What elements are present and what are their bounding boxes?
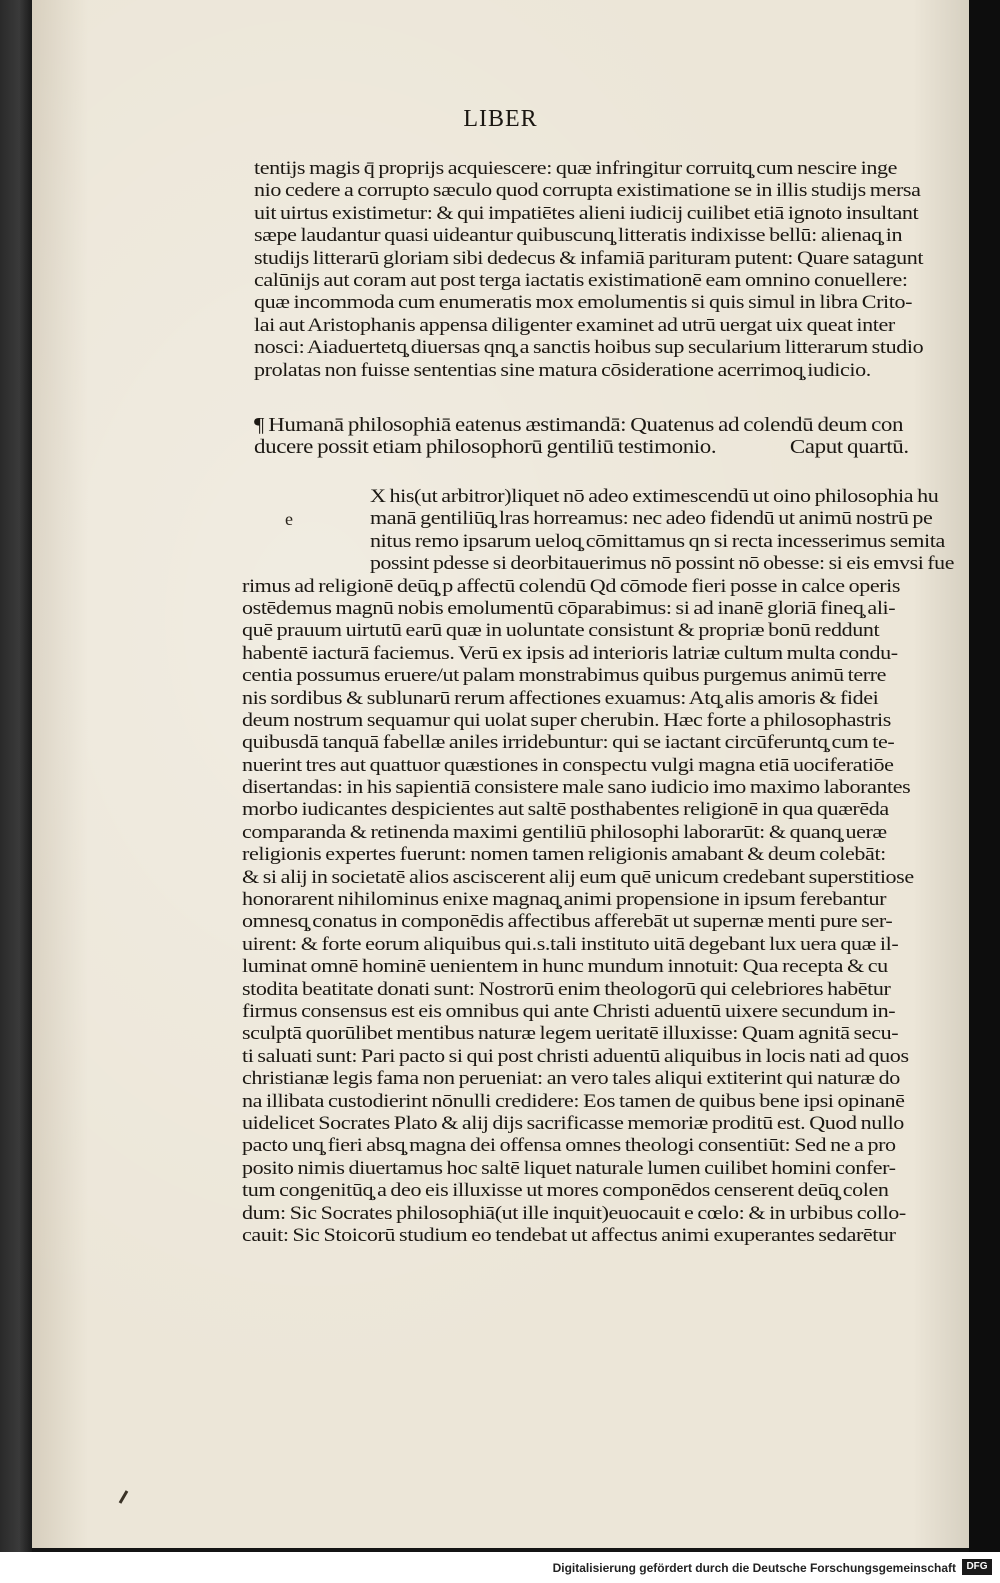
paragraph-2 bbox=[242, 486, 954, 1247]
text-line: morbo iudicantes despicientes aut saltē posthabentes religionē in qua quærēda bbox=[242, 799, 889, 821]
text-line: calūnijs aut coram aut post terga iactatis existimationē eam omnino conuellere: bbox=[254, 269, 908, 291]
text-line: manā gentiliūq̧ lras horreamus: nec adeo fidendū ut animū nostrū pe bbox=[370, 508, 933, 530]
text-line: ostēdemus magnū nobis emolumentū cōparabimus: si ad inanē gloriā fineq̧ ali- bbox=[242, 597, 896, 619]
text-line: possint pdesse si deorbitauerimus nō possint nō obesse: si eis emvsi fue bbox=[370, 553, 954, 575]
chapter-heading bbox=[254, 414, 909, 459]
scan-right-border bbox=[969, 0, 1000, 1552]
text-line: deum nostrum sequamur qui uolat super cherubin. Hæc forte a philosophastris bbox=[242, 709, 891, 731]
text-line: posito nimis diuertamus hoc saltē liquet naturale lumen cuilibet homini confer- bbox=[242, 1157, 896, 1179]
text-line: tum congenitūq̧ a deo eis illuxisse ut mores componēdos censerent deūq̧ colen bbox=[242, 1180, 889, 1202]
text-line: lai aut Aristophanis appensa diligenter examinet ad utrū uergat uix queat inter bbox=[254, 314, 895, 336]
text-line: uidelicet Socrates Plato & alij dijs sacrificasse memoriæ proditū est. Quod nullo bbox=[242, 1112, 904, 1134]
text-line: quē prauum uirtutū earū quæ in uoluntate consistunt & propriæ bonū reddunt bbox=[242, 620, 880, 642]
text-line: uirent: & forte eorum aliquibus qui.s.tali instituto uitā degebant lux uera quæ il- bbox=[242, 933, 899, 955]
text-line: quæ incommoda cum enumeratis mox emolumentis si quis simul in libra Crito- bbox=[254, 292, 913, 314]
text-line: comparanda & retinenda maximi gentiliū philosophi laborarūt: & quanq̧ ueræ bbox=[242, 821, 887, 843]
text-line: omnesq̧ conatus in componēdis affectibus afferebāt ut supernæ menti pure ser- bbox=[242, 911, 893, 933]
text-line: tentijs magis q̄ proprijs acquiescere: quæ infringitur corruitq̧ cum nescire inge bbox=[254, 158, 898, 179]
text-line: cauit: Sic Stoicorū studium eo tendebat ut affectus animi exuperantes sedarētur bbox=[242, 1224, 896, 1246]
text-line: religionis expertes fuerunt: nomen tamen religionis amabant & deum colebāt: bbox=[242, 844, 886, 866]
chapter-number: Caput quartū. bbox=[789, 436, 909, 459]
book-gutter-edge bbox=[0, 0, 32, 1552]
text-line: nuerint tres aut quattuor quæstiones in conspectu vulgi magna etiā uociferatiōe bbox=[242, 754, 894, 776]
digitization-credit: Digitalisierung gefördert durch die Deutsche Forschungsgemeinschaft bbox=[552, 1561, 956, 1575]
text-line: dum: Sic Socrates philosophiā(ut ille inquit)euocauit e cœlo: & in urbibus collo- bbox=[242, 1202, 906, 1224]
text-line: luminat omnē hominē uenientem in hunc mundum innotuit: Qua recepta & cu bbox=[242, 956, 888, 978]
text-line: ti saluati sunt: Pari pacto si qui post christi aduentū aliquibus in locis nati ad quos bbox=[242, 1045, 909, 1067]
running-head: LIBER bbox=[463, 106, 538, 132]
text-line: sæpe laudantur quasi uideantur quibuscunq̧ litteratis indixisse bellū: alienaq̧ in bbox=[254, 225, 903, 247]
text-line: centia possumus eruere/ut palam monstrabimus quibus purgemus animū terre bbox=[242, 665, 887, 687]
dfg-logo: DFG bbox=[962, 1559, 992, 1575]
text-line: honorarent nihilominus enixe magnaq̧ animi propensione in ipsum ferebantur bbox=[242, 889, 887, 911]
text-line: nitus remo ipsarum ueloq̧ cōmittamus qn si recta incesserimus semita bbox=[370, 530, 945, 552]
text-line: habentē iacturā faciemus. Verū ex ipsis ad interioris latriæ cultum multa condu- bbox=[242, 642, 898, 664]
text-line: pacto unq̧ fieri absq̧ magna dei offensa omnes theologi consentiūt: Sed ne a pro bbox=[242, 1135, 896, 1157]
text-line: quibusdā tanquā fabellæ aniles irridebuntur: qui se iactant circūferuntq̧ cum te- bbox=[242, 732, 895, 754]
text-line: firmus consensus est eis omnibus qui ante Christi aduentū uixere secundum in- bbox=[242, 1000, 896, 1022]
text-line: disertandas: in his sapientiā consistere male sano iudicio imo maximo laborantes bbox=[242, 777, 911, 799]
text-line: na illibata custodierint nōnulli credidere: Eos tamen de quibus bene ipsi opinanē bbox=[242, 1090, 905, 1112]
text-line: prolatas non fuisse sententias sine matura cōsideratione acerrimoq̧ iudicio. bbox=[254, 359, 871, 381]
text-line: & si alij in societatē alios asciscerent alij eum quē unicum credebant superstitiose bbox=[242, 866, 914, 888]
text-line: nio cedere a corrupto sæculo quod corrupta existimatione se in illis studijs mersa bbox=[254, 180, 921, 202]
paragraph-1 bbox=[254, 158, 924, 382]
text-line: stodita beatitate donati sunt: Nostrorū enim theologorū qui celebriores habētur bbox=[242, 978, 891, 1000]
text-line: X his(ut arbitror)liquet nō adeo extimescendū ut oino philosophia hu bbox=[370, 486, 939, 507]
text-line: christianæ legis fama non perueniat: an vero tales aliqui extiterint qui naturæ do bbox=[242, 1068, 900, 1090]
text-line: nis sordibus & sublunarū rerum affectiones exuamus: Atq̧ alis amoris & fidei bbox=[242, 687, 879, 709]
text-line: nosci: Aiaduertetq̧ diuersas qnq̧ a sanctis hoibus sup secularium litterarum studio bbox=[254, 337, 924, 359]
heading-line-1: ¶ Humanā philosophiā eatenus æstimandā: Quatenus ad colendū deum con bbox=[254, 414, 904, 436]
marginal-guide-letter: e bbox=[285, 509, 293, 529]
book-page bbox=[32, 0, 969, 1548]
ink-mark bbox=[119, 1490, 129, 1504]
text-line: sculptā quorūlibet mentibus naturæ legem ueritatē illuxisse: Quam agnitā secu- bbox=[242, 1023, 899, 1045]
heading-line-2-text: ducere possit etiam philosophorū gentiliū testimonio. bbox=[254, 436, 717, 459]
text-line: rimus ad religionē deūq̧ p affectū colendū Qd cōmode fieri posse in calce operis bbox=[242, 575, 901, 597]
text-line: studijs litterarū gloriam sibi dedecus & infamiā parituram putent: Quare satagunt bbox=[254, 247, 924, 269]
text-line: uit uirtus existimetur: & qui impatiētes alieni iudicij cuilibet etiā ignoto insultant bbox=[254, 202, 919, 224]
heading-line-2 bbox=[254, 436, 909, 459]
